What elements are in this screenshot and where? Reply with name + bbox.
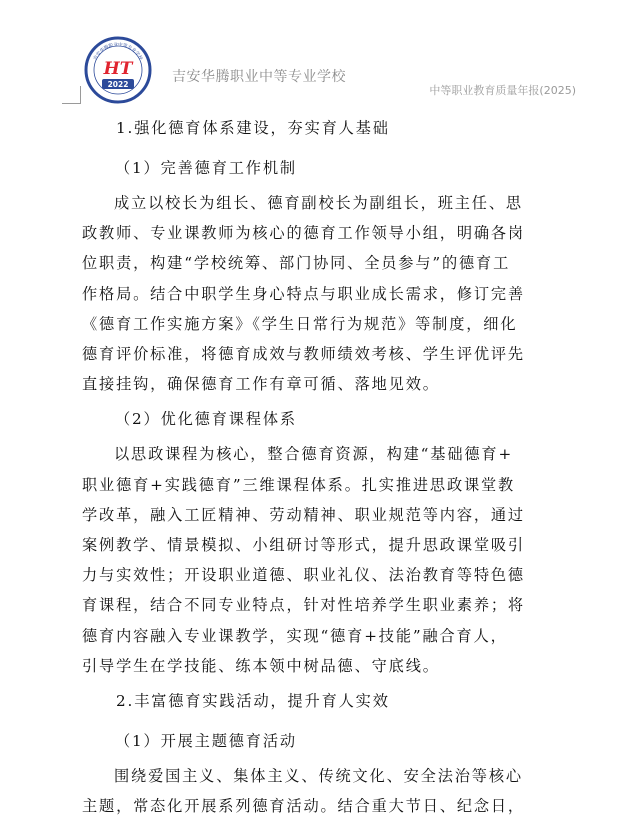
document-body bbox=[82, 108, 552, 821]
paragraph-line: 力与实效性；开设职业道德、职业礼仪、法治教育等特色德 bbox=[82, 566, 525, 585]
paragraph-line: 作格局。结合中职学生身心特点与职业成长需求，修订完善 bbox=[82, 284, 525, 303]
paragraph-line: 《德育工作实施方案》《学生日常行为规范》等制度，细化 bbox=[82, 314, 518, 333]
report-title: 中等职业教育质量年报(2025) bbox=[429, 84, 576, 97]
paragraph-line: 成立以校长为组长、德育副校长为副组长，班主任、思 bbox=[114, 194, 523, 212]
paragraph-line: 位职责，构建“学校统筹、部门协同、全员参与”的德育工 bbox=[82, 254, 511, 273]
logo-initials: HT bbox=[103, 59, 133, 79]
paragraph-line: 学改革，融入工匠精神、劳动精神、职业规范等内容，通过 bbox=[82, 505, 525, 524]
paragraph-line: 围绕爱国主义、集体主义、传统文化、安全法治等核心 bbox=[114, 767, 523, 786]
section-heading-2: 2.丰富德育实践活动，提升育人实效 bbox=[116, 692, 390, 711]
subsection-heading-1-2: （2）优化德育课程体系 bbox=[115, 410, 297, 429]
paragraph-line: 直接挂钩，确保德育工作有章可循、落地见效。 bbox=[82, 375, 440, 394]
paragraph-line: 德育评价标准，将德育成效与教师绩效考核、学生评优评先 bbox=[82, 345, 525, 364]
subsection-heading-2-1: （1）开展主题德育活动 bbox=[115, 732, 297, 751]
paragraph-line: 案例教学、情景模拟、小组研讨等形式，提升思政课堂吸引 bbox=[82, 536, 525, 555]
paragraph-3 bbox=[82, 761, 552, 821]
school-name: 吉安华腾职业中等专业学校 bbox=[172, 69, 346, 85]
page-header bbox=[0, 0, 618, 100]
paragraph-1 bbox=[82, 188, 552, 399]
paragraph-line: 以思政课程为核心，整合德育资源，构建“基础德育+ bbox=[114, 445, 514, 464]
crop-mark-vertical bbox=[80, 86, 81, 104]
paragraph-line: 引导学生在学技能、练本领中树品德、守底线。 bbox=[82, 656, 440, 675]
paragraph-2 bbox=[82, 439, 552, 681]
subsection-heading-1-1: （1）完善德育工作机制 bbox=[115, 159, 297, 177]
paragraph-line: 职业德育+实践德育”三维课程体系。扎实推进思政课堂教 bbox=[82, 475, 516, 494]
paragraph-line: 育课程，结合不同专业特点，针对性培养学生职业素养；将 bbox=[82, 596, 525, 615]
logo-ring-text: 吉安华腾职业中等专业学校 bbox=[93, 42, 143, 62]
paragraph-line: 政教师、专业课教师为核心的德育工作领导小组，明确各岗 bbox=[82, 224, 525, 243]
crop-mark-horizontal bbox=[62, 103, 81, 104]
school-logo bbox=[84, 36, 152, 104]
logo-year: 2022 bbox=[107, 80, 129, 89]
section-heading-1: 1.强化德育体系建设，夯实育人基础 bbox=[116, 119, 390, 137]
paragraph-line: 德育内容融入专业课教学，实现“德育+技能”融合育人， bbox=[82, 626, 508, 645]
paragraph-line: 主题，常态化开展系列德育活动。结合重大节日、纪念日， bbox=[82, 797, 525, 816]
